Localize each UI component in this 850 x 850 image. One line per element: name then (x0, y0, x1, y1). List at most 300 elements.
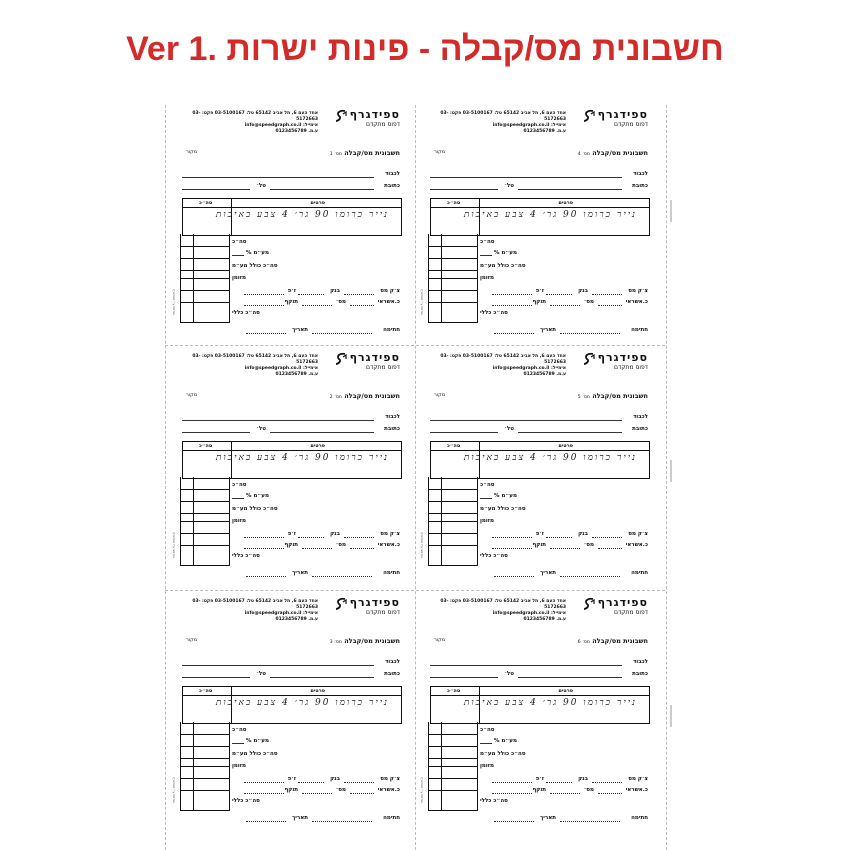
totals-box (428, 477, 478, 566)
signature-label: חתימה (631, 570, 648, 576)
totals-row-line (181, 521, 229, 522)
doc-number-value: 6 (577, 640, 581, 645)
totals-row-line (181, 290, 229, 291)
check-no-field[interactable] (344, 294, 374, 295)
check-no-label: צ׳ק מס (380, 776, 400, 782)
credit-card-label: כ.אשראי (377, 542, 400, 548)
col-total: סה״כ (447, 443, 461, 449)
credit-card-field[interactable] (598, 793, 622, 794)
for-label: לכבוד (385, 659, 400, 665)
side-print-note: הודפס ע״י ספידגרף (420, 532, 424, 558)
vat-field[interactable] (232, 743, 244, 744)
for-field[interactable] (182, 665, 374, 666)
crop-mark (670, 200, 672, 222)
brand-name: ספידגרף (597, 351, 648, 364)
totals-row-line (181, 778, 229, 779)
vat-field[interactable] (480, 498, 492, 499)
items-table (182, 441, 402, 479)
date-label: תאריך (540, 570, 556, 576)
signature-field[interactable] (560, 333, 620, 334)
branch-field[interactable] (244, 537, 284, 538)
totals-row-line (181, 790, 229, 791)
branch-field[interactable] (492, 782, 532, 783)
contact-email: אימייל: info@speedgraph.co.il (244, 366, 318, 371)
original-label: מקור (434, 392, 446, 398)
for-label: לכבוד (385, 414, 400, 420)
phone-label: טל׳ (504, 671, 514, 677)
check-no-field[interactable] (592, 537, 622, 538)
for-label: לכבוד (633, 171, 648, 177)
grand-total-label: סה״כ כללי (232, 310, 260, 316)
date-field[interactable] (494, 333, 534, 334)
phone-field[interactable] (430, 677, 498, 678)
col-details: פרטים (558, 443, 573, 449)
totals-row-line (429, 258, 477, 259)
validity-field[interactable] (492, 548, 532, 549)
bank-field[interactable] (546, 537, 572, 538)
check-no-label: צ׳ק מס (628, 288, 648, 294)
check-no-field[interactable] (592, 782, 622, 783)
doc-number-prefix: מס׳ (582, 640, 590, 645)
original-label: מקור (434, 149, 446, 155)
items-table (182, 198, 402, 236)
doc-number-value: 3 (329, 640, 333, 645)
check-no-field[interactable] (344, 782, 374, 783)
address-label: כתובת (384, 426, 400, 432)
subtotal-label: סה״כ (232, 239, 247, 245)
signature-field[interactable] (560, 576, 620, 577)
crop-mark (670, 705, 672, 727)
validity-field[interactable] (492, 305, 532, 306)
totals-row-line (429, 521, 477, 522)
doc-title-text: חשבונית מס/קבלה (344, 149, 400, 157)
cash-label: מזומן (480, 763, 494, 769)
validity-label: תוקף (532, 542, 546, 548)
contact-email: אימייל: info@speedgraph.co.il (492, 366, 566, 371)
grand-total-label: סה״כ כללי (232, 798, 260, 804)
branch-label: ז׳פ (287, 288, 296, 294)
branch-field[interactable] (244, 294, 284, 295)
bank-label: בנק (578, 776, 588, 782)
validity-label: תוקף (532, 787, 546, 793)
grand-total-label: סה״כ כללי (480, 310, 508, 316)
invoice-form (172, 593, 410, 825)
subtotal-label: סה״כ (480, 239, 495, 245)
speedgraph-logo-icon (334, 352, 348, 366)
validity-field[interactable] (244, 793, 284, 794)
doc-number (330, 152, 342, 157)
brand-name: ספידגרף (349, 108, 400, 121)
items-table (430, 441, 650, 479)
totals-row-line (181, 278, 229, 279)
totals-row-line (429, 290, 477, 291)
date-field[interactable] (246, 821, 286, 822)
totals-row-line (429, 270, 477, 271)
doc-number-value: 1 (329, 152, 333, 157)
address-field[interactable] (518, 189, 622, 190)
total-incl-vat-label: סה״כ כולל מע״מ (232, 506, 278, 512)
address-label: כתובת (384, 183, 400, 189)
branch-label: ז׳פ (535, 288, 544, 294)
col-details: פרטים (310, 200, 325, 206)
credit-card-field[interactable] (350, 793, 374, 794)
totals-row-line (181, 533, 229, 534)
doc-title-text: חשבונית מס/קבלה (592, 392, 648, 400)
branch-field[interactable] (244, 782, 284, 783)
items-table (430, 198, 650, 236)
brand-sub: דפוס מתקדם (614, 364, 648, 371)
phone-field[interactable] (430, 189, 498, 190)
check-no-label: צ׳ק מס (628, 776, 648, 782)
date-label: תאריך (292, 327, 308, 333)
col-details: פרטים (310, 688, 325, 694)
credit-card-field[interactable] (598, 305, 622, 306)
contact-tax-id: ע.מ. 0123456789 (275, 372, 318, 377)
contact-block (426, 354, 566, 378)
doc-title (330, 637, 400, 645)
doc-number (578, 640, 590, 645)
signature-field[interactable] (312, 333, 372, 334)
doc-number-prefix: מס׳ (582, 152, 590, 157)
col-total: סה״כ (447, 200, 461, 206)
address-label: כתובת (632, 183, 648, 189)
brand-sub: דפוס מתקדם (366, 609, 400, 616)
contact-block (178, 354, 318, 378)
table-header (431, 442, 649, 451)
signature-label: חתימה (383, 815, 400, 821)
table-header (183, 442, 401, 451)
totals-row-line (181, 246, 229, 247)
totals-row-line (181, 513, 229, 514)
totals-row-line (429, 278, 477, 279)
signature-label: חתימה (383, 327, 400, 333)
totals-row-line (429, 501, 477, 502)
contact-tax-id: ע.מ. 0123456789 (523, 372, 566, 377)
table-header (183, 687, 401, 696)
doc-number-prefix: מס׳ (334, 152, 342, 157)
vat-label: מע״מ % (246, 250, 269, 256)
bank-field[interactable] (298, 782, 324, 783)
contact-tax-id: ע.מ. 0123456789 (275, 129, 318, 134)
grand-total-label: סה״כ כללי (480, 553, 508, 559)
totals-row-line (181, 258, 229, 259)
credit-id-field[interactable] (550, 548, 580, 549)
date-label: תאריך (540, 815, 556, 821)
subtotal-label: סה״כ (480, 727, 495, 733)
totals-row-line (181, 758, 229, 759)
totals-box (428, 722, 478, 811)
address-field[interactable] (518, 677, 622, 678)
credit-id-field[interactable] (302, 793, 332, 794)
totals-row-line (181, 766, 229, 767)
cash-label: מזומן (232, 275, 246, 281)
signature-field[interactable] (560, 821, 620, 822)
date-field[interactable] (494, 576, 534, 577)
brand-sub: דפוס מתקדם (614, 121, 648, 128)
bank-label: בנק (330, 288, 340, 294)
vat-label: מע״מ % (246, 738, 269, 744)
phone-field[interactable] (182, 677, 250, 678)
for-label: לכבוד (385, 171, 400, 177)
brand-sub: דפוס מתקדם (366, 121, 400, 128)
for-field[interactable] (182, 177, 374, 178)
validity-label: תוקף (532, 299, 546, 305)
totals-row-line (429, 734, 477, 735)
doc-title-text: חשבונית מס/קבלה (592, 637, 648, 645)
bank-field[interactable] (298, 537, 324, 538)
doc-title (578, 637, 648, 645)
vertical-cut-line (415, 105, 416, 850)
check-no-label: צ׳ק מס (380, 288, 400, 294)
totals-row-line (429, 302, 477, 303)
credit-id-label: מס׳ (335, 787, 346, 793)
totals-row-line (181, 302, 229, 303)
totals-row-line (429, 778, 477, 779)
brand (582, 352, 648, 371)
for-label: לכבוד (633, 414, 648, 420)
doc-number (330, 395, 342, 400)
table-header (183, 199, 401, 208)
address-field[interactable] (518, 432, 622, 433)
grand-total-label: סה״כ כללי (232, 553, 260, 559)
for-field[interactable] (430, 177, 622, 178)
brand-sub: דפוס מתקדם (614, 609, 648, 616)
total-incl-vat-label: סה״כ כולל מע״מ (232, 263, 278, 269)
date-label: תאריך (292, 570, 308, 576)
for-field[interactable] (430, 665, 622, 666)
contact-email: אימייל: info@speedgraph.co.il (244, 123, 318, 128)
total-incl-vat-label: סה״כ כולל מע״מ (480, 263, 526, 269)
contact-address: אחד העם 6, תל אביב 65142 טל: 03-5100167 פקס: 03-5172663 (440, 354, 566, 365)
credit-card-label: כ.אשראי (625, 299, 648, 305)
totals-box (180, 234, 230, 323)
totals-row-line (429, 746, 477, 747)
bank-field[interactable] (546, 782, 572, 783)
date-field[interactable] (246, 576, 286, 577)
date-field[interactable] (494, 821, 534, 822)
address-field[interactable] (270, 189, 374, 190)
invoice-form (172, 105, 410, 337)
phone-label: טל׳ (504, 426, 514, 432)
side-print-note: הודפס ע״י ספידגרף (172, 289, 176, 315)
check-no-label: צ׳ק מס (628, 531, 648, 537)
vat-label: מע״מ % (246, 493, 269, 499)
doc-number (330, 640, 342, 645)
vat-field[interactable] (480, 743, 492, 744)
for-field[interactable] (182, 420, 374, 421)
address-label: כתובת (384, 671, 400, 677)
brand (334, 352, 400, 371)
vat-field[interactable] (232, 498, 244, 499)
table-header (431, 687, 649, 696)
doc-title (330, 149, 400, 157)
credit-card-label: כ.אשראי (377, 787, 400, 793)
address-label: כתובת (632, 426, 648, 432)
totals-row-line (429, 489, 477, 490)
invoice-form (420, 105, 658, 337)
vat-label: מע״מ % (494, 250, 517, 256)
vat-label: מע״מ % (494, 493, 517, 499)
for-field[interactable] (430, 420, 622, 421)
doc-title (330, 392, 400, 400)
branch-field[interactable] (492, 537, 532, 538)
contact-address: אחד העם 6, תל אביב 65142 טל: 03-5100167 פקס: 03-5172663 (192, 599, 318, 610)
speedgraph-logo-icon (334, 597, 348, 611)
branch-label: ז׳פ (287, 776, 296, 782)
contact-tax-id: ע.מ. 0123456789 (523, 129, 566, 134)
phone-field[interactable] (182, 432, 250, 433)
date-label: תאריך (292, 815, 308, 821)
side-print-note: הודפס ע״י ספידגרף (172, 532, 176, 558)
contact-address: אחד העם 6, תל אביב 65142 טל: 03-5100167 פקס: 03-5172663 (440, 111, 566, 122)
totals-box (180, 722, 230, 811)
subtotal-label: סה״כ (480, 482, 495, 488)
invoice-form (420, 593, 658, 825)
vat-field[interactable] (232, 255, 244, 256)
invoice-form (420, 348, 658, 580)
signature-field[interactable] (312, 821, 372, 822)
brand-name: ספידגרף (349, 351, 400, 364)
check-no-field[interactable] (344, 537, 374, 538)
contact-address: אחד העם 6, תל אביב 65142 טל: 03-5100167 פקס: 03-5172663 (192, 354, 318, 365)
invoice-form (172, 348, 410, 580)
handwritten-line: נייר כרומו 90 גר׳ 4 צבע באיכות (215, 210, 389, 220)
brand-name: ספידגרף (349, 596, 400, 609)
credit-id-field[interactable] (550, 305, 580, 306)
original-label: מקור (186, 637, 198, 643)
check-no-field[interactable] (592, 294, 622, 295)
speedgraph-logo-icon (582, 352, 596, 366)
items-table (182, 686, 402, 724)
validity-field[interactable] (492, 793, 532, 794)
handwritten-line: נייר כרומו 90 גר׳ 4 צבע באיכות (463, 210, 637, 220)
total-incl-vat-label: סה״כ כולל מע״מ (480, 751, 526, 757)
signature-field[interactable] (312, 576, 372, 577)
credit-id-label: מס׳ (335, 299, 346, 305)
date-field[interactable] (246, 333, 286, 334)
contact-block (426, 599, 566, 623)
totals-box (428, 234, 478, 323)
doc-title-text: חשבונית מס/קבלה (592, 149, 648, 157)
col-total: סה״כ (447, 688, 461, 694)
totals-row-line (429, 513, 477, 514)
cash-label: מזומן (232, 763, 246, 769)
original-label: מקור (186, 392, 198, 398)
side-print-note: הודפס ע״י ספידגרף (420, 289, 424, 315)
table-header (431, 199, 649, 208)
credit-card-field[interactable] (598, 548, 622, 549)
totals-box (180, 477, 230, 566)
bank-field[interactable] (298, 294, 324, 295)
doc-number-prefix: מס׳ (582, 395, 590, 400)
contact-email: אימייל: info@speedgraph.co.il (244, 611, 318, 616)
address-label: כתובת (632, 671, 648, 677)
validity-field[interactable] (244, 305, 284, 306)
vat-field[interactable] (480, 255, 492, 256)
crop-mark (670, 460, 672, 482)
col-total: סה״כ (199, 688, 213, 694)
branch-label: ז׳פ (535, 531, 544, 537)
doc-number-value: 4 (577, 152, 581, 157)
credit-id-label: מס׳ (583, 299, 594, 305)
doc-number-prefix: מס׳ (334, 395, 342, 400)
credit-id-field[interactable] (302, 548, 332, 549)
col-details: פרטים (310, 443, 325, 449)
grand-total-label: סה״כ כללי (480, 798, 508, 804)
items-table (430, 686, 650, 724)
bank-label: בנק (330, 776, 340, 782)
signature-label: חתימה (631, 327, 648, 333)
handwritten-line: נייר כרומו 90 גר׳ 4 צבע באיכות (463, 698, 637, 708)
doc-title (578, 149, 648, 157)
contact-tax-id: ע.מ. 0123456789 (523, 617, 566, 622)
col-details: פרטים (558, 200, 573, 206)
validity-field[interactable] (244, 548, 284, 549)
totals-row-line (181, 746, 229, 747)
contact-email: אימייל: info@speedgraph.co.il (492, 123, 566, 128)
totals-row-line (429, 758, 477, 759)
phone-field[interactable] (182, 189, 250, 190)
cash-label: מזומן (480, 275, 494, 281)
totals-row-line (429, 533, 477, 534)
col-details: פרטים (558, 688, 573, 694)
validity-label: תוקף (284, 542, 298, 548)
credit-card-label: כ.אשראי (625, 787, 648, 793)
side-print-note: הודפס ע״י ספידגרף (420, 777, 424, 803)
address-field[interactable] (270, 677, 374, 678)
speedgraph-logo-icon (582, 109, 596, 123)
credit-id-label: מס׳ (583, 787, 594, 793)
totals-row-line (181, 734, 229, 735)
bank-field[interactable] (546, 294, 572, 295)
phone-field[interactable] (430, 432, 498, 433)
original-label: מקור (434, 637, 446, 643)
brand (334, 109, 400, 128)
branch-field[interactable] (492, 294, 532, 295)
col-total: סה״כ (199, 443, 213, 449)
doc-number (578, 152, 590, 157)
credit-id-field[interactable] (550, 793, 580, 794)
bank-label: בנק (578, 531, 588, 537)
doc-number-value: 5 (577, 395, 581, 400)
cash-label: מזומן (480, 518, 494, 524)
speedgraph-logo-icon (582, 597, 596, 611)
totals-row-line (429, 766, 477, 767)
handwritten-line: נייר כרומו 90 גר׳ 4 צבע באיכות (215, 698, 389, 708)
brand (582, 597, 648, 616)
credit-id-field[interactable] (302, 305, 332, 306)
validity-label: תוקף (284, 299, 298, 305)
doc-number (578, 395, 590, 400)
check-no-label: צ׳ק מס (380, 531, 400, 537)
horizontal-cut-line (165, 590, 665, 591)
brand (582, 109, 648, 128)
bank-label: בנק (330, 531, 340, 537)
phone-label: טל׳ (256, 671, 266, 677)
doc-number-prefix: מס׳ (334, 640, 342, 645)
subtotal-label: סה״כ (232, 482, 247, 488)
for-label: לכבוד (633, 659, 648, 665)
credit-card-field[interactable] (350, 305, 374, 306)
contact-block (178, 111, 318, 135)
credit-card-field[interactable] (350, 548, 374, 549)
brand-name: ספידגרף (597, 108, 648, 121)
address-field[interactable] (270, 432, 374, 433)
speedgraph-logo-icon (334, 109, 348, 123)
branch-label: ז׳פ (535, 776, 544, 782)
doc-title-text: חשבונית מס/קבלה (344, 392, 400, 400)
side-print-note: הודפס ע״י ספידגרף (172, 777, 176, 803)
